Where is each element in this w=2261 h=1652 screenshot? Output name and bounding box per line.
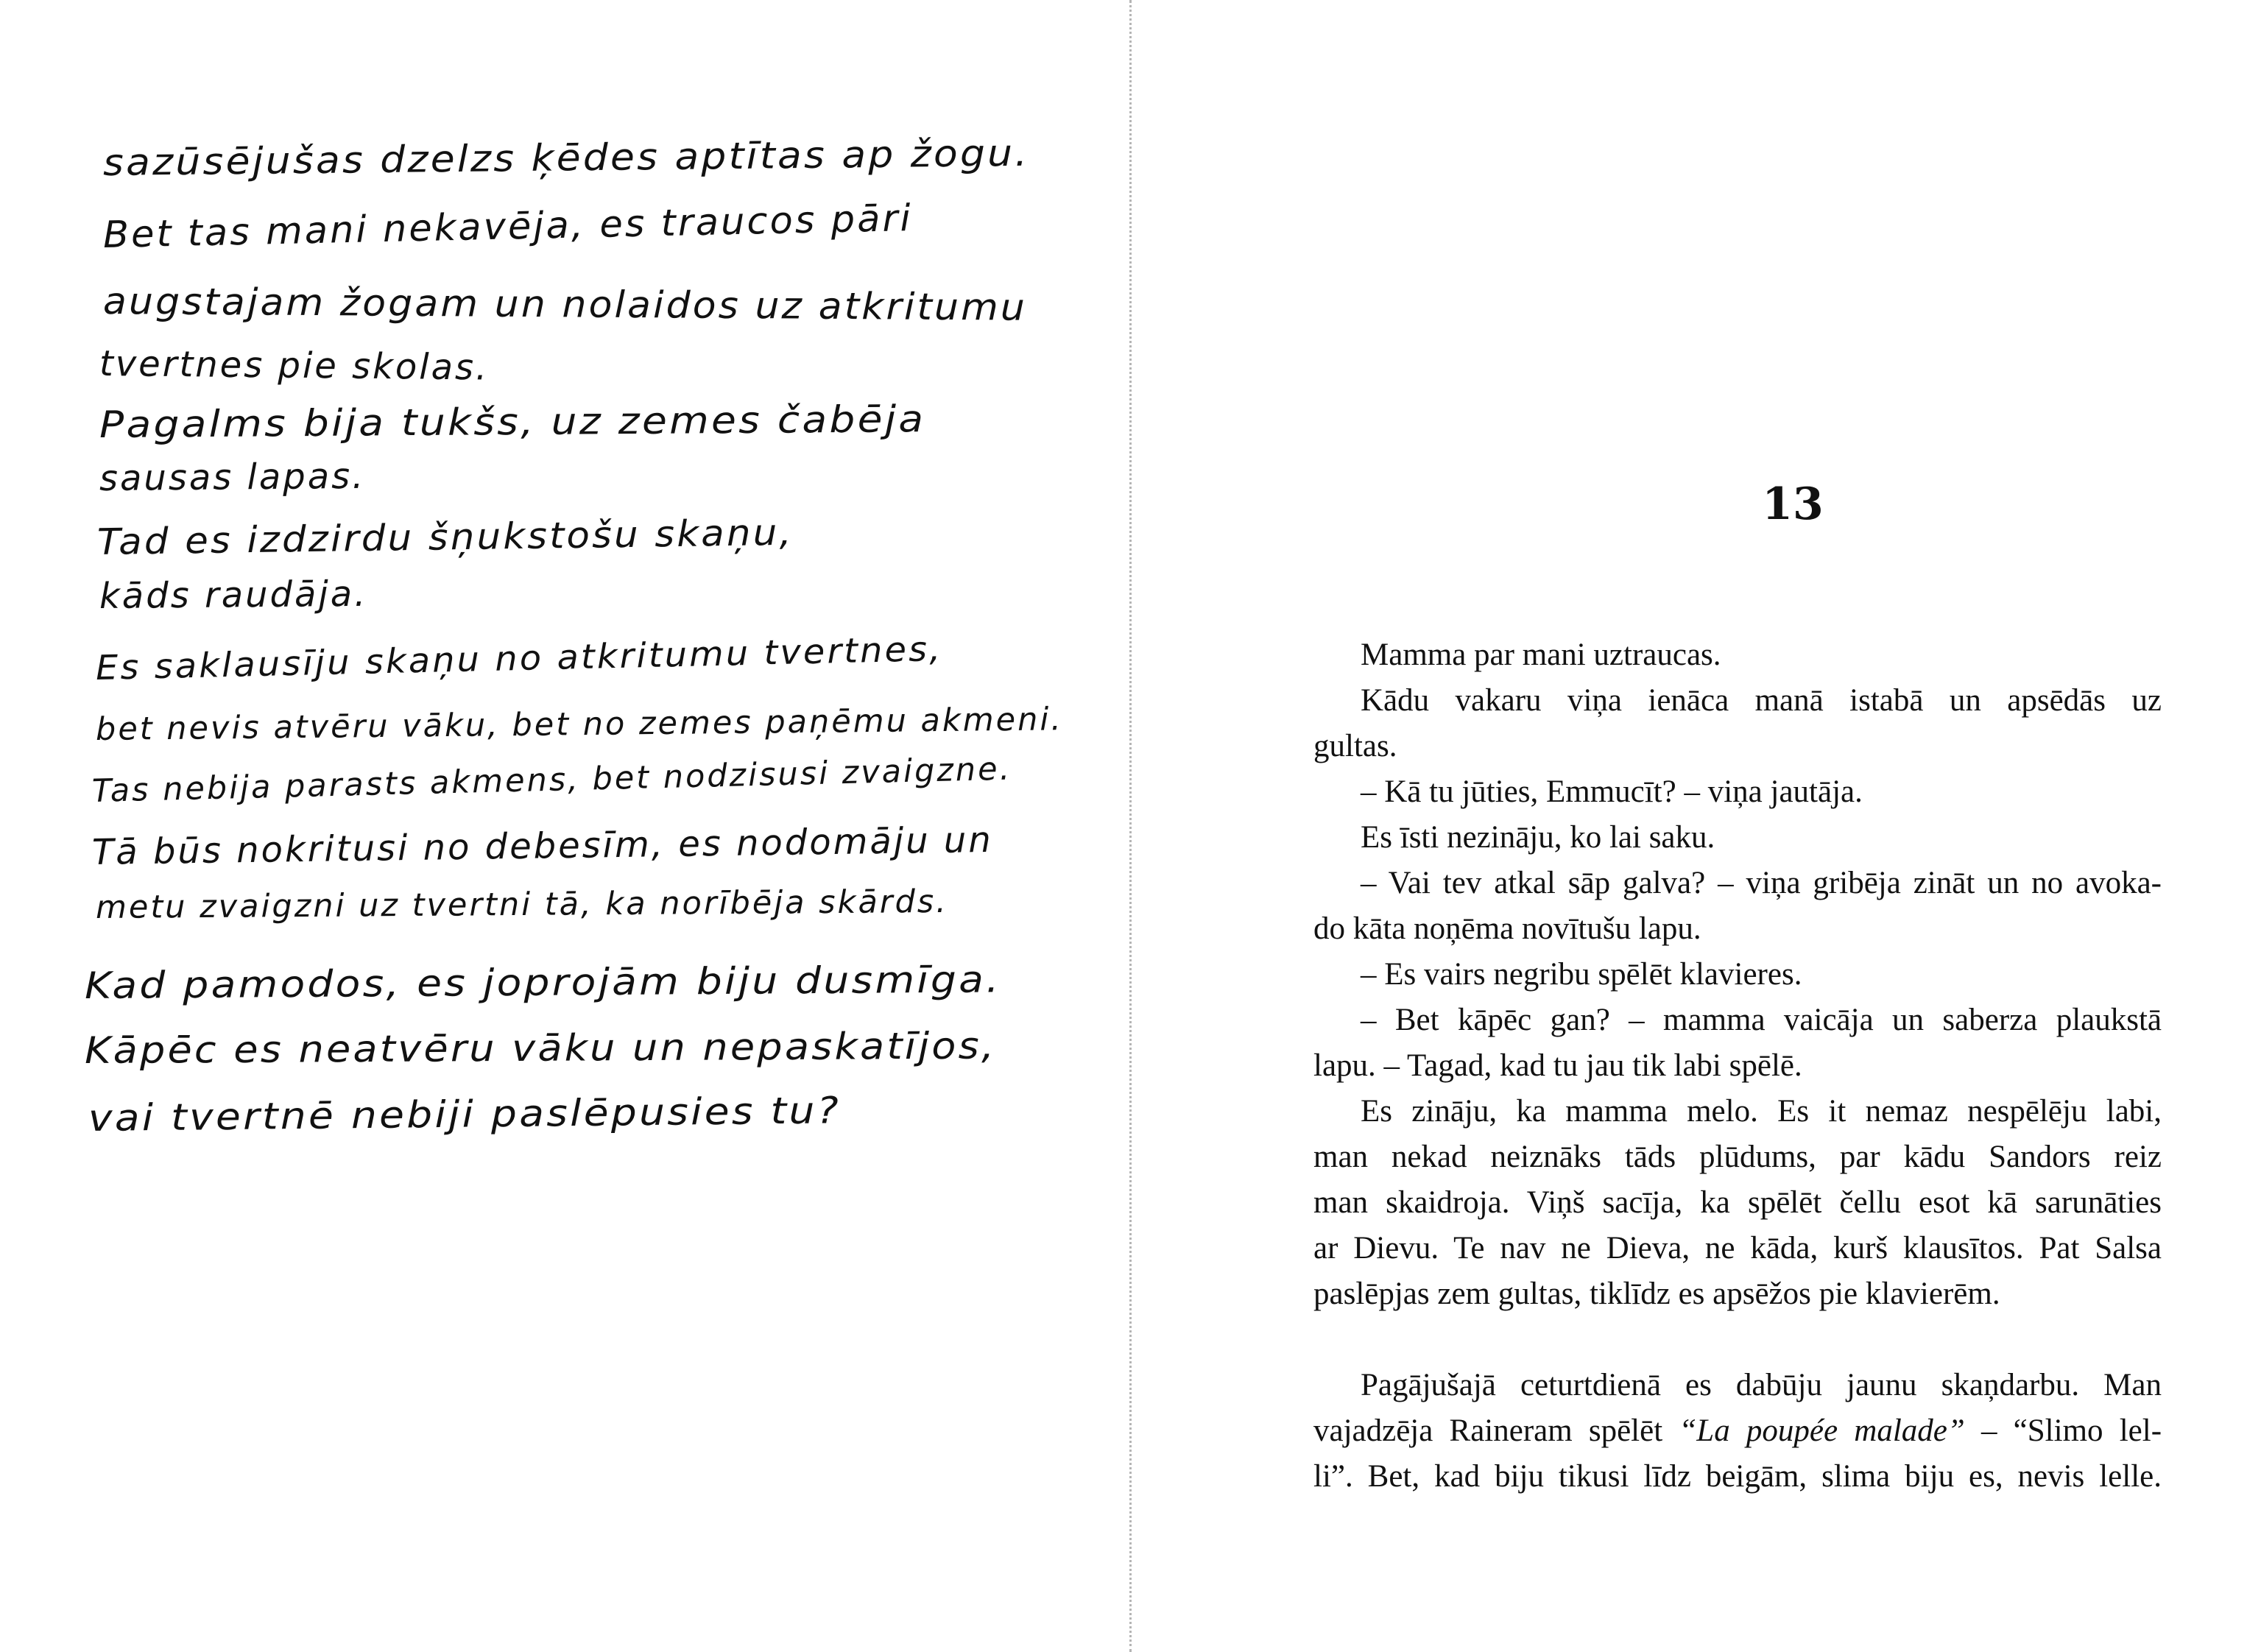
text-line: man nekad neiznāks tāds plūdums, par kādu Sandors reiz	[1313, 1140, 2162, 1174]
handwritten-line: tvertnes pie skolas.	[99, 343, 490, 389]
left-page	[0, 0, 1129, 1652]
handwritten-line: Es saklausīju skaņu no atkritumu tvertnes,	[95, 628, 943, 688]
text-line: Kādu vakaru viņa ienāca manā istabā un apsēdās uz	[1361, 683, 2162, 718]
text-line: Es īsti nezināju, ko lai saku.	[1361, 820, 1715, 855]
handwritten-line: metu zvaigzni uz tvertni tā, ka norībēja skārds.	[95, 883, 949, 926]
handwritten-line: Pagalms bija tukšs, uz zemes čabēja	[99, 398, 926, 446]
handwritten-line: sausas lapas.	[99, 455, 366, 499]
text-line: gultas.	[1313, 729, 1397, 763]
handwritten-line: Tas nebija parasts akmens, bet nodzisusi zvaigzne.	[91, 750, 1012, 810]
text-line: – Vai tev atkal sāp galva? – viņa gribēja zināt un no avoka-	[1361, 866, 2162, 900]
text-line: – Kā tu jūties, Emmucīt? – viņa jautāja.	[1361, 774, 1863, 809]
text-run: vajadzēja Raineram spēlēt	[1313, 1413, 1679, 1448]
right-page	[1132, 0, 2261, 1652]
text-line: Es zināju, ka mamma melo. Es it nemaz nespēlēju labi,	[1361, 1094, 2162, 1129]
text-line: – Es vairs negribu spēlēt klavieres.	[1361, 957, 1802, 992]
handwritten-line: Tad es izdzirdu šņukstošu skaņu,	[96, 511, 794, 563]
text-line: Mamma par mani uztraucas.	[1361, 638, 1721, 672]
handwritten-line: kāds raudāja.	[99, 573, 368, 617]
handwritten-line: augstajam žogam un nolaidos uz atkritumu	[102, 280, 1028, 329]
text-line: do kāta noņēma novītušu lapu.	[1313, 911, 1701, 946]
text-line: li”. Bet, kad biju tikusi līdz beigām, slima biju es, nevis lelle.	[1313, 1459, 2162, 1494]
handwritten-line: Tā būs nokritusi no debesīm, es nodomāju un	[91, 819, 994, 873]
text-line: man skaidroja. Viņš sacīja, ka spēlēt čellu esot kā sarunāties	[1313, 1185, 2162, 1220]
text-line: – Bet kāpēc gan? – mamma vaicāja un saberza plaukstā	[1361, 1003, 2162, 1037]
handwritten-line: bet nevis atvēru vāku, bet no zemes paņēmu akmeni.	[95, 701, 1064, 748]
handwritten-line: Kāpēc es neatvēru vāku un nepaskatījos,	[84, 1024, 997, 1072]
handwritten-line: Bet tas mani nekavēja, es traucos pāri	[102, 196, 914, 256]
handwritten-line: Kad pamodos, es joprojām biju dusmīga.	[84, 958, 1002, 1007]
page-gutter	[1129, 0, 1132, 1652]
song-title: “La poupée malade”	[1679, 1413, 1965, 1448]
text-line: Pagājušajā ceturtdienā es dabūju jaunu skaņdarbu. Man	[1361, 1368, 2162, 1402]
handwritten-line: vai tvertnē nebiji paslēpusies tu?	[88, 1089, 842, 1140]
text-line	[1313, 1409, 2162, 1453]
text-line: paslēpjas zem gultas, tiklīdz es apsēžos pie klavierēm.	[1313, 1277, 2000, 1311]
text-line: ar Dievu. Te nav ne Dieva, ne kāda, kurš klausītos. Pat Salsa	[1313, 1231, 2162, 1266]
handwritten-line: sazūsējušas dzelzs ķēdes aptītas ap žogu.	[102, 131, 1030, 184]
chapter-number: 13	[1762, 479, 1824, 530]
text-run: – “Slimo lel-	[1964, 1413, 2162, 1448]
text-line: lapu. – Tagad, kad tu jau tik labi spēlē.	[1313, 1048, 1802, 1083]
